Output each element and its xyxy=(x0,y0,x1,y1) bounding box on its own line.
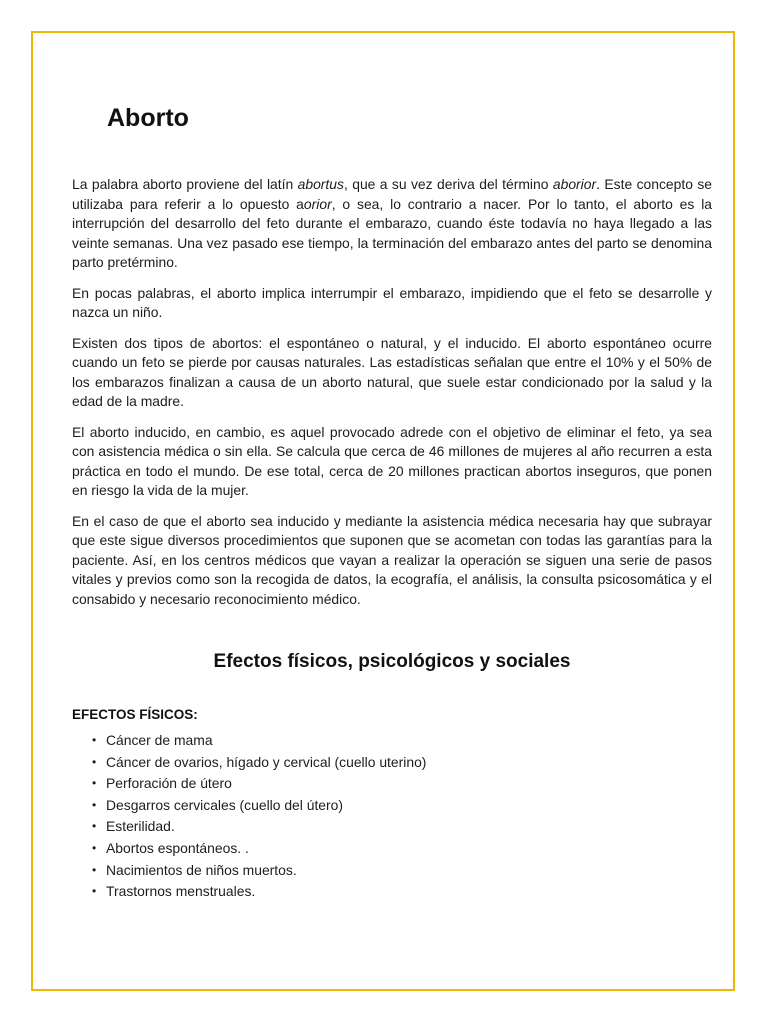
bullet-icon: • xyxy=(92,733,97,747)
list-item xyxy=(92,773,712,795)
bullet-icon: • xyxy=(92,754,97,769)
list-item xyxy=(92,816,712,838)
bullet-icon: • xyxy=(92,862,97,877)
list-item xyxy=(92,860,712,882)
effects-subheading: EFECTOS FÍSICOS: xyxy=(72,707,198,722)
document-body xyxy=(72,175,712,903)
list-item xyxy=(92,795,712,817)
italic-term: abortus xyxy=(297,176,344,192)
list-item-text: Abortos espontáneos. . xyxy=(106,839,249,856)
list-item-text: Trastornos menstruales. xyxy=(106,883,256,900)
bullet-icon: • xyxy=(92,797,97,812)
list-item-text: Desgarros cervicales (cuello del útero) xyxy=(106,796,344,813)
paragraph-text: El aborto inducido, en cambio, es aquel provocado adrede con el objetivo de eliminar el feto, ya sea con asistencia médica o sin ella. Se calcula que cerca de 46 millones de mujeres al año recurren a esta práctica en todo el mundo. De ese total, cerca de 20 millones practican abortos inseguros, que ponen en riesgo la vida de la mujer. xyxy=(72,423,712,498)
paragraph-text: , o sea, lo contrario a nacer. Por lo tanto, el aborto es la interrupción del desarrollo del feto durante el embarazo, cuando éste todavía no haya llegado a las veinte semanas. Una vez pasado ese tiempo, la terminación del embarazo antes del parto se denomina parto pretérmino. xyxy=(72,195,713,270)
list-item-text: Cáncer de ovarios, hígado y cervical (cuello uterino) xyxy=(106,753,427,770)
list-item xyxy=(92,838,712,860)
body-paragraph xyxy=(72,512,712,610)
document-title: Aborto xyxy=(107,104,189,132)
list-item-text: Cáncer de mama xyxy=(106,732,213,748)
body-paragraphs xyxy=(72,175,712,609)
italic-term: orior xyxy=(303,195,332,212)
paragraph-text: En el caso de que el aborto sea inducido y mediante la asistencia médica necesaria hay que subrayar que este sigue diversos procedimientos que suponen que se acometan con todas las garantías para la paciente. Así, en los centros médicos que vayan a realizar la operación se siguen una serie de pasos vitales y previos como son la recogida de datos, la ecografía, el análisis, la consulta psicosomática y el consabido y necesario reconocimiento médico. xyxy=(72,512,712,607)
bullet-icon: • xyxy=(92,840,97,855)
bullet-icon: • xyxy=(92,819,97,834)
body-paragraph xyxy=(72,423,712,501)
effects-list xyxy=(72,730,712,903)
list-item-text: Nacimientos de niños muertos. xyxy=(106,861,297,878)
section-title: Efectos físicos, psicológicos y sociales xyxy=(213,651,571,672)
paragraph-text: En pocas palabras, el aborto implica interrumpir el embarazo, impidiendo que el feto se desarrolle y nazca un niño. xyxy=(72,284,712,320)
bullet-icon: • xyxy=(92,884,97,899)
italic-term: aborior xyxy=(552,176,597,192)
bullet-icon: • xyxy=(92,776,97,791)
list-item xyxy=(92,752,712,774)
paragraph-text: Existen dos tipos de abortos: el espontáneo o natural, y el inducido. El aborto espontáneo ocurre cuando un feto se pierde por causas naturales. Las estadísticas señalan que entre el 10% y el 50% de los embarazos finalizan a causa de un aborto natural, que suele estar condicionado por la salud y la edad de la madre. xyxy=(72,334,712,409)
list-item xyxy=(92,881,712,903)
body-paragraph xyxy=(72,284,712,323)
list-item xyxy=(92,730,712,752)
list-item-text: Perforación de útero xyxy=(106,775,232,792)
paragraph-text: , que a su vez deriva del término xyxy=(343,176,553,192)
paragraph-text: La palabra aborto proviene del latín xyxy=(72,176,298,192)
body-paragraph xyxy=(72,334,712,412)
body-paragraph xyxy=(72,175,712,273)
list-item-text: Esterilidad. xyxy=(106,818,175,835)
paragraph-text: . Este concepto se utilizaba para referir a lo opuesto a xyxy=(72,176,713,212)
